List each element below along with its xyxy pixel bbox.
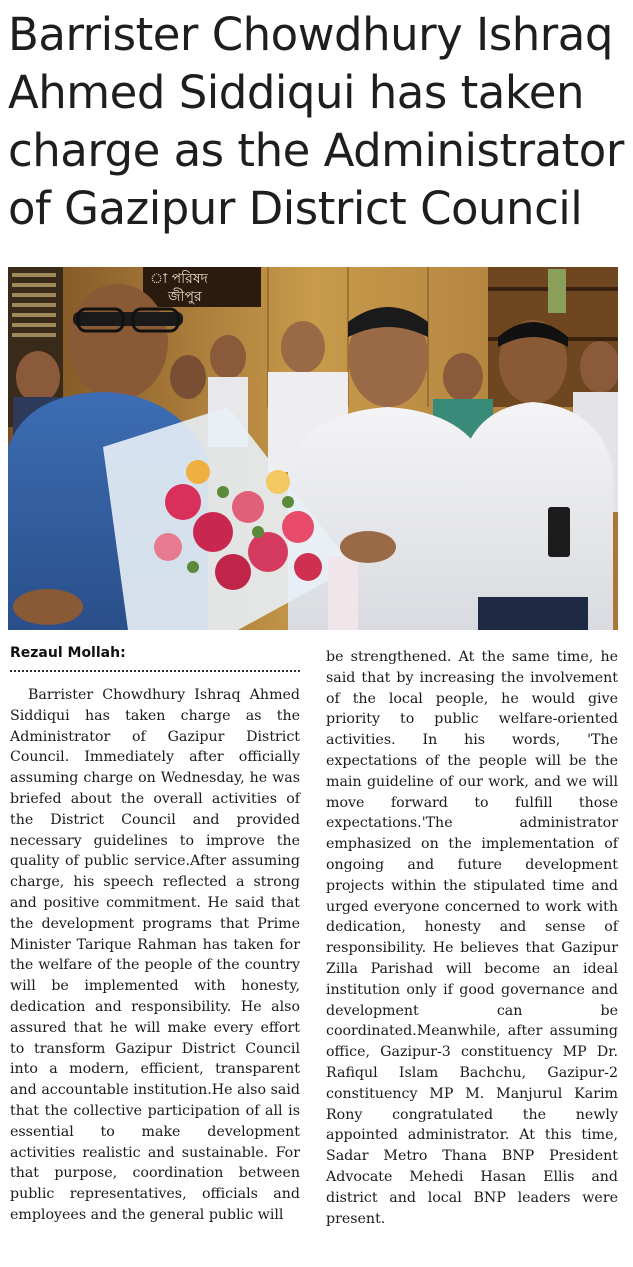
article-headline: Barrister Chowdhury Ishraq Ahmed Siddiqui has taken charge as the Administrator of Gazipur District Council [8, 8, 624, 235]
sign-text-2: জীপুর [168, 289, 202, 305]
article-byline: Rezaul Mollah: [10, 645, 126, 661]
article-body-column-left: Barrister Chowdhury Ishraq Ahmed Siddiqui has taken charge as the Administrator of Gazipur District Council. Immediately after officially assuming charge on Wednesday, he was briefed about the overall activities of the District Council and provided necessary guidelines to improve the quality of public service.After assuming charge, his speech reflected a strong and positive commitment. He said that the development programs that Prime Minister Tarique Rahman has taken for the welfare of the people of the country will be implemented with honesty, dedication and responsibility. He also assured that he will make every effort to transform Gazipur District Council into a modern, efficient, transparent and accountable institution.He also said that the collective participation of all is essential to make development activities realistic and sustainable. For that purpose, coordination between public representatives, officials and employees and the general public will [10, 687, 300, 1223]
article-body-column-right: be strengthened. At the same time, he said that by increasing the involvement of the local people, he would give priority to public welfare-oriented activities. In his words, 'The expectations of the people will be the main guideline of our work, and we will move forward to fulfill those expectations.'The administrator emphasized on the implementation of ongoing and future development projects within the stipulated time and urged everyone concerned to work with dedication, honesty and sense of responsibility. He believes that Gazipur Zilla Parishad will become an ideal institution only if good governance and development can be coordinated.Meanwhile, after assuming office, Gazipur-3 constituency MP Dr. Rafiqul Islam Bachchu, Gazipur-2 constituency MP M. Manjurul Karim Rony congratulated the newly appointed administrator. At this time, Sadar Metro Thana BNP President Advocate Mehedi Hasan Ellis and district and local BNP leaders were present. [326, 649, 618, 1227]
byline-divider [10, 670, 300, 672]
article-photo [8, 267, 618, 630]
sign-text-1: া পরিষদ [150, 271, 208, 287]
